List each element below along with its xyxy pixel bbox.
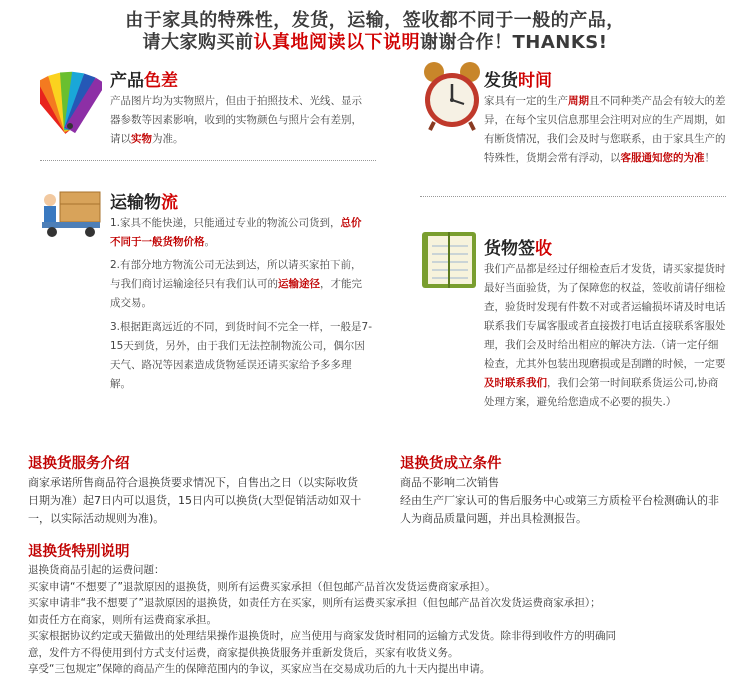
receipt-text: 我们产品都是经过仔细检查后才发货，请买家提货时最好当面验货，为了保障您的权益，签收前请仔细检查，验货时发现有件数不对或者运输损坏请及时电话联系我们专属客服或者直接拨打电话直接联系客服处理，我们会及时给出相应的解决方法.（请一定仔细检查，尤其外包装出现磨损或是刮蹭的时候，一定要及时联系我们，我们会第一时间联系货运公司,协商处理方案，避免给您造成不必要的损失.） — [484, 263, 726, 408]
divider-left — [40, 160, 376, 161]
return-special-line: 买家申请“不想要了”退款原因的退换货，则所有运费买家承担（但包邮产品首次发货运费商家承担）。 — [28, 580, 496, 593]
ship-time-title: 发货时间 — [484, 71, 552, 91]
logistics-para-2: 2.有部分地方物流公司无法到达，所以请买家拍下前，与我们商讨运输途径只有我们认可的运输途径，才能完成交易。 — [110, 259, 362, 309]
ship-time-text: 家具有一定的生产周期且不同种类产品会有较大的差异，在每个宝贝信息那里会注明对应的生产周期，如有断货情况，我们会及时与您联系，由于家具生产的特殊性，货期会常有浮动，以客服通知您的为准！ — [484, 95, 726, 164]
return-special-line: 买家根据协议约定或天猫做出的处理结果操作退换货时，应当使用与商家发货时相同的运输方式发货。除非得到收件方的明确同 — [28, 630, 616, 642]
logistics-para-1: 1.家具不能快递，只能通过专业的物流公司货到，总价不同于一般货物价格。 — [110, 217, 362, 248]
return-condition-title: 退换货成立条件 — [400, 456, 502, 472]
divider-right — [420, 196, 726, 197]
header-line-2: 请大家购买前认真地阅读以下说明谢谢合作！THANKS! — [142, 32, 608, 53]
delivery-truck-icon — [38, 184, 104, 244]
return-special-line: 如责任方在商家，则所有运费商家承担。 — [28, 613, 217, 626]
return-special-line: 意，发件方不得使用到付方式支付运费，商家提供换货服务并重新发货后，买家有收货义务。 — [28, 646, 459, 659]
return-special-title: 退换货特别说明 — [28, 544, 130, 560]
return-special-line: 买家申请非“我不想要了”退款原因的退换货，如责任方在买家，则所有运费买家承担（但包邮产品首次发货运费商家承担）； — [28, 597, 601, 609]
return-condition-line-2: 经由生产厂家认可的售后服务中心或第三方质检平台检测确认的非人为商品质量问题，并出具检测报告。 — [400, 494, 719, 525]
header-line-1: 由于家具的特殊性，发货，运输，签收都不同于一般的产品， — [125, 10, 625, 31]
return-special-list — [28, 562, 728, 678]
return-service-title: 退换货服务介绍 — [28, 456, 130, 472]
return-special-line: 退换货商品引起的运费问题： — [28, 564, 165, 576]
return-service-text: 商家承诺所售商品符合退换货要求情况下，自售出之日（以实际收货日期为准）起7日内可以退货，15日内可以换货(大型促销活动如双十一，以实际活动规则为准)。 — [28, 476, 362, 525]
return-special-line: 享受“三包规定”保障的商品产生的保障范围内的争议，买家应当在交易成功后的九十天内提出申请。 — [28, 663, 491, 675]
color-diff-text: 产品图片均为实物照片，但由于拍照技术、光线、显示器参数等因素影响，收到的实物颜色与照片会有差别，请以实物为准。 — [110, 95, 362, 145]
receipt-title: 货物签收 — [484, 239, 552, 259]
color-fan-icon — [40, 66, 102, 136]
notebook-icon — [418, 228, 480, 292]
color-diff-title: 产品色差 — [110, 71, 178, 91]
logistics-para-3: 3.根据距离远近的不同，到货时间不完全一样，一般是7-15天到货，另外，由于我们无法控制物流公司，偶尔因天气、路况等因素造成货物延误还请买家给予多多理解。 — [110, 321, 372, 390]
return-condition-line-1: 商品不影响二次销售 — [400, 476, 499, 489]
logistics-title: 运输物流 — [110, 193, 178, 213]
alarm-clock-icon — [420, 60, 484, 132]
